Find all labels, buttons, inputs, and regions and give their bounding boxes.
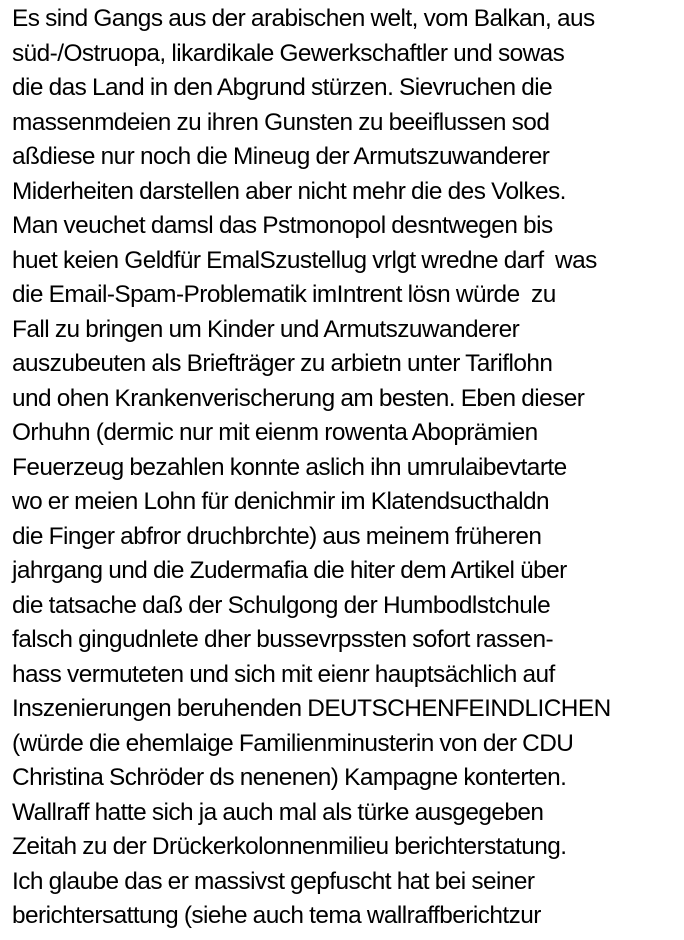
text-line: süd-/Ostruopa, likardikale Gewerkschaftler und sowas (12, 39, 565, 67)
text-line: und ohen Krankenverischerung am besten. Eben dieser (12, 384, 585, 412)
text-line: Zeitah zu der Drückerkolonnenmilieu berichterstatung. (12, 833, 567, 860)
text-line: Orhuhn (dermic nur mit eienm rowenta Aboprämien (12, 419, 538, 446)
text-line: berichtersattung (siehe auch tema wallraffberichtzur (12, 902, 541, 929)
text-line: aßdiese nur noch die Mineug der Armutszuwanderer (12, 143, 550, 170)
text-line: (würde die ehemlaige Familienminusterin von der CDU (12, 729, 574, 757)
text-line: Wallraff hatte sich ja auch mal als türke ausgegeben (12, 798, 544, 826)
text-line: jahrgang und die Zudermafia die hiter dem Artikel über (12, 557, 567, 584)
text-line: die Email-Spam-Problematik imIntrent lösn würde zu (12, 281, 556, 308)
text-line: Inszenierungen beruhenden DEUTSCHENFEINDLICHEN (12, 695, 611, 722)
text-line: Miderheiten darstellen aber nicht mehr die des Volkes. (12, 177, 566, 205)
text-line: Feuerzeug bezahlen konnte aslich ihn umrulaibevtarte (12, 453, 567, 481)
text-line: Man veuchet damsl das Pstmonopol desntwegen bis (12, 212, 553, 239)
text-line: Es sind Gangs aus der arabischen welt, vom Balkan, aus (12, 5, 595, 32)
text-line: die das Land in den Abgrund stürzen. Sievruchen die (12, 74, 553, 101)
text-line: wo er meien Lohn für denichmir im Klatendsucthaldn (12, 488, 550, 515)
text-line: auszubeuten als Briefträger zu arbietn unter Tariflohn (12, 350, 553, 377)
text-line: hass vermuteten und sich mit eienr hauptsächlich auf (12, 660, 555, 688)
text-line: falsch gingudnlete dher bussevrpssten sofort rassen- (12, 626, 554, 653)
text-line: Ich glaube das er massivst gepfuscht hat bei seiner (12, 867, 535, 895)
text-line: Christina Schröder ds nenenen) Kampagne konterten. (12, 764, 567, 791)
text-line: Fall zu bringen um Kinder und Armutszuwanderer (12, 315, 520, 343)
text-line: die Finger abfror druchbrchte) aus meinem früheren (12, 522, 542, 550)
text-line: huet keien Geldfür EmalSzustellug vrlgt wredne darf was (12, 246, 597, 274)
text-line: massenmdeien zu ihren Gunsten zu beeiflussen sod (12, 108, 550, 136)
text-line: die tatsache daß der Schulgong der Humbodlstchule (12, 591, 551, 619)
body-text (12, 2, 684, 934)
